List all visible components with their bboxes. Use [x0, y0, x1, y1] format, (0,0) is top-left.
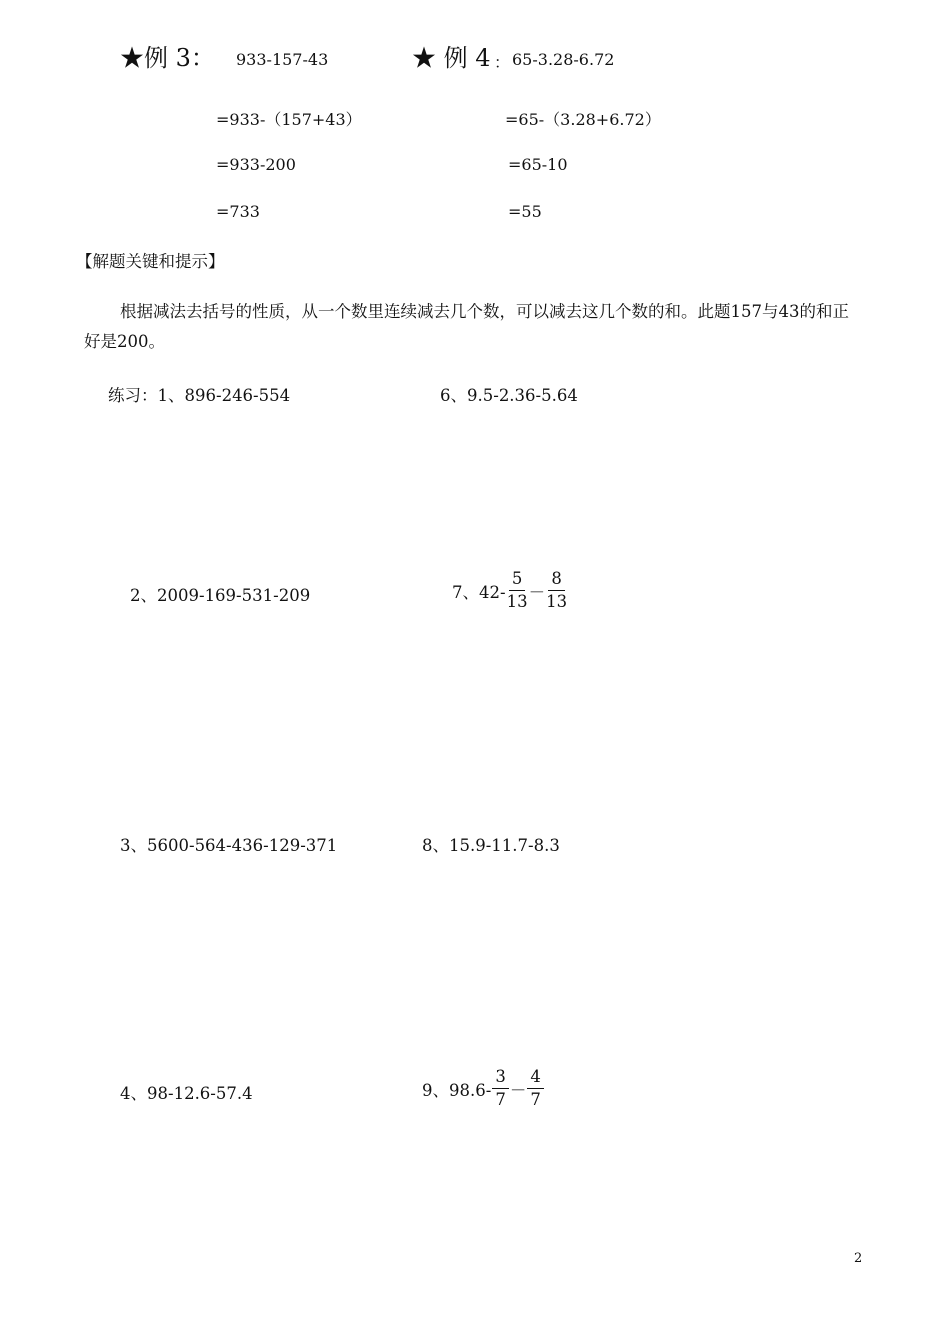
exercise-7-operator: － [528, 582, 546, 602]
example-4-problem: 65-3.28-6.72 [512, 50, 615, 69]
exercise-8: 8、15.9-11.7-8.3 [422, 836, 560, 855]
exercise-7-fraction-1 [507, 570, 528, 611]
fraction-denominator: 7 [530, 1090, 541, 1110]
example-3-step-2: =933-200 [216, 155, 296, 174]
example-3-step-1: =933-（157+43） [216, 110, 362, 129]
hint-heading: 【解题关键和提示】 [76, 252, 225, 271]
exercise-7-fraction-2 [546, 570, 567, 611]
example-4-step-1: =65-（3.28+6.72） [505, 110, 661, 129]
fraction-denominator: 13 [506, 592, 528, 612]
example-3-problem: 933-157-43 [236, 50, 329, 69]
exercise-3: 3、5600-564-436-129-371 [120, 836, 338, 855]
exercise-9 [422, 1068, 545, 1109]
exercise-7 [452, 570, 568, 611]
exercise-9-operator: － [509, 1080, 527, 1100]
exercise-1: 练习：1、896-246-554 [108, 386, 291, 405]
exercise-6: 6、9.5-2.36-5.64 [440, 386, 578, 405]
exercise-9-prefix: 9、98.6- [422, 1080, 492, 1100]
exercise-9-fraction-2 [527, 1068, 544, 1109]
hint-body: 根据减法去括号的性质，从一个数里连续减去几个数，可以减去这几个数的和。此题157与43的和正好是200。 [84, 302, 849, 351]
example-3-label: ★例 3： [120, 44, 215, 72]
exercise-9-fraction-1 [492, 1068, 509, 1109]
fraction-numerator: 8 [548, 570, 565, 591]
example-4-colon: ： [494, 53, 511, 72]
exercise-4: 4、98-12.6-57.4 [120, 1084, 253, 1103]
fraction-numerator: 3 [492, 1068, 509, 1089]
exercise-7-prefix: 7、42- [452, 582, 506, 602]
example-4-label: ★ 例 4 [412, 44, 491, 72]
fraction-denominator: 7 [495, 1090, 506, 1110]
fraction-numerator: 4 [527, 1068, 544, 1089]
page-number: 2 [854, 1251, 863, 1266]
fraction-numerator: 5 [509, 570, 526, 591]
example-3-step-3: =733 [216, 202, 260, 221]
example-4-step-2: =65-10 [508, 155, 568, 174]
exercise-2: 2、2009-169-531-209 [130, 586, 311, 605]
example-4-step-3: =55 [508, 202, 542, 221]
fraction-denominator: 13 [546, 592, 568, 612]
